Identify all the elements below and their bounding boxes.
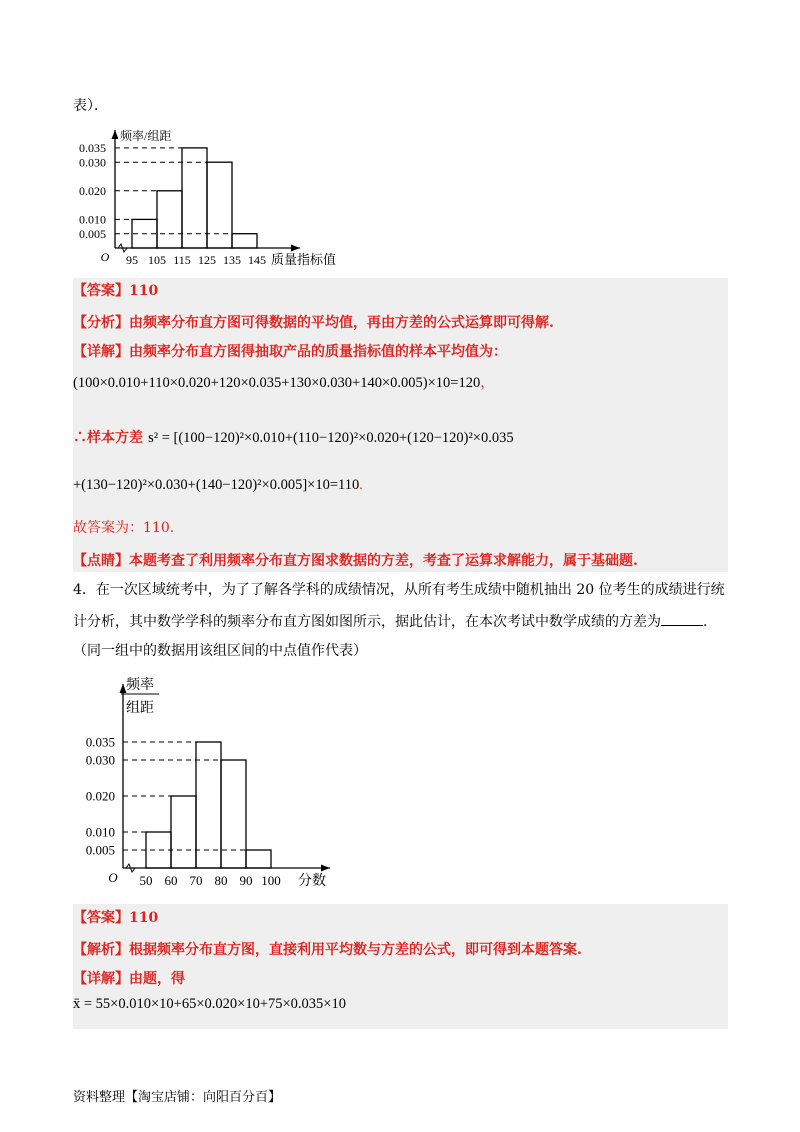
origin-label: O <box>100 250 110 264</box>
y-axis-label-bottom: 组距 <box>126 701 154 716</box>
x-tick-label: 60 <box>164 873 178 888</box>
y-tick-label: 0.005 <box>85 842 115 858</box>
final-answer-q3: 故答案为：110. <box>73 520 175 536</box>
analysis-line-q4 <box>73 940 582 960</box>
x-axis-label: 质量指标值 <box>271 252 337 267</box>
x-axis-arrow <box>291 245 300 252</box>
histogram-bar <box>221 760 246 868</box>
x-axis-arrow <box>321 865 330 872</box>
variance-label: ∴样本方差 <box>73 430 143 446</box>
answer-line-q4 <box>73 908 158 928</box>
answer-tag: 【答案】 <box>73 283 129 299</box>
analysis-text: 根据频率分布直方图，直接利用平均数与方差的公式，即可得到本题答案. <box>129 942 582 958</box>
histogram-bar <box>232 234 257 248</box>
question-4-line2-text: 计分析，其中数学学科的频率分布直方图如图所示，据此估计，在本次考试中数学成绩的方差为 <box>73 614 661 630</box>
histogram-bar <box>207 162 232 248</box>
y-tick-label: 0.010 <box>79 212 106 227</box>
answer-value: 110 <box>129 910 159 926</box>
question-4-line2-end: . <box>703 614 708 630</box>
page-footer: 资料整理【淘宝店铺：向阳百分百】 <box>73 1090 282 1105</box>
histogram-math-scores <box>70 672 340 900</box>
detail-line-q3 <box>73 342 507 362</box>
x-tick-label: 115 <box>173 253 191 267</box>
y-tick-label: 0.035 <box>79 141 106 156</box>
x-tick-label: 105 <box>148 253 166 267</box>
y-tick-label: 0.030 <box>79 155 106 170</box>
histogram-quality-index <box>70 126 350 272</box>
variance-formula-end: . <box>359 478 363 493</box>
x-tick-label: 50 <box>139 873 153 888</box>
variance-formula-line1 <box>73 427 514 448</box>
comment-tag: 【点睛】 <box>73 553 129 569</box>
histogram-bar <box>246 850 271 868</box>
answer-blank <box>661 611 703 626</box>
x-tick-label: 90 <box>239 873 253 888</box>
y-tick-label: 0.010 <box>85 824 115 840</box>
analysis-tag: 【解析】 <box>73 942 129 958</box>
previous-question-fragment: 表）． <box>73 98 108 114</box>
y-axis-label-top: 频率 <box>126 678 154 693</box>
x-tick-label: 95 <box>126 253 138 267</box>
y-tick-label: 0.020 <box>85 788 115 804</box>
y-tick-label: 0.020 <box>79 184 106 198</box>
variance-formula-line2 <box>73 474 363 494</box>
histogram-bar <box>171 796 196 868</box>
detail-line-q4 <box>73 969 185 989</box>
x-tick-label: 135 <box>223 253 241 267</box>
answer-tag: 【答案】 <box>73 910 129 926</box>
mean-formula-end: ， <box>480 376 495 391</box>
detail-tag: 【详解】 <box>73 344 129 360</box>
question-4-line1: 4．在一次区域统考中，为了了解各学科的成绩情况，从所有考生成绩中随机抽出 20 位考生的成绩进行统 <box>73 582 725 598</box>
mean-formula-q4: x̄ = 55×0.010×10+65×0.020×10+75×0.035×10 <box>73 996 346 1012</box>
comment-text: 本题考查了利用频率分布直方图求数据的方差，考查了运算求解能力，属于基础题. <box>129 553 638 569</box>
histogram-bar <box>146 832 171 868</box>
answer-line-q3 <box>73 281 158 301</box>
question-4-line2 <box>73 611 707 632</box>
detail-text: 由频率分布直方图得抽取产品的质量指标值的样本平均值为： <box>129 344 507 360</box>
x-tick-label: 145 <box>248 253 266 267</box>
x-tick-label: 80 <box>214 873 228 888</box>
y-axis-arrow <box>112 130 119 139</box>
variance-formula-2: +(130−120)²×0.030+(140−120)²×0.005]×10=110 <box>73 477 360 493</box>
comment-line-q3 <box>73 551 638 571</box>
answer-value: 110 <box>129 283 159 299</box>
mean-formula-q3 <box>73 372 494 392</box>
mean-formula-text: (100×0.010+110×0.020+120×0.035+130×0.030+140×0.005)×10=120 <box>73 375 481 391</box>
detail-tag: 【详解】 <box>73 971 129 987</box>
question-4-line3: （同一组中的数据用该组区间的中点值作代表） <box>73 643 367 659</box>
analysis-tag: 【分析】 <box>73 315 129 331</box>
histogram-bar <box>196 742 221 868</box>
histogram-bar <box>157 191 182 248</box>
y-axis-label: 频率/组距 <box>120 129 172 143</box>
x-tick-label: 100 <box>261 873 281 888</box>
detail-text: 由题，得 <box>129 971 185 987</box>
y-tick-label: 0.005 <box>79 226 106 241</box>
x-tick-label: 70 <box>189 873 203 888</box>
y-tick-label: 0.035 <box>85 734 115 750</box>
y-tick-label: 0.030 <box>85 752 115 768</box>
analysis-line-q3 <box>73 313 554 333</box>
analysis-text: 由频率分布直方图可得数据的平均值，再由方差的公式运算即可得解. <box>129 315 554 331</box>
x-axis-label: 分数 <box>298 874 326 889</box>
variance-formula-1: s² = [(100−120)²×0.010+(110−120)²×0.020+(120−120)²×0.035 <box>148 430 514 446</box>
histogram-bar <box>182 148 207 248</box>
origin-label: O <box>108 870 118 885</box>
x-tick-label: 125 <box>198 253 216 267</box>
